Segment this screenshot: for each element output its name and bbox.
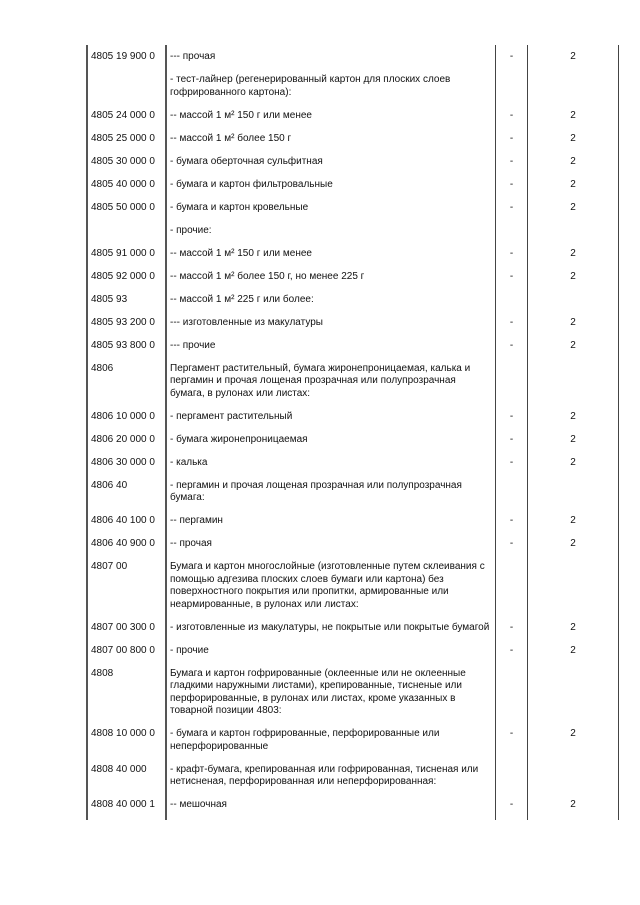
table-row bbox=[87, 357, 619, 405]
rate-cell bbox=[528, 357, 619, 405]
table-row bbox=[87, 509, 619, 532]
code-cell: 4805 25 000 0 bbox=[87, 127, 166, 150]
duty-dash-cell: - bbox=[496, 242, 528, 265]
code-cell bbox=[87, 68, 166, 104]
description-cell: - бумага оберточная сульфитная bbox=[166, 150, 496, 173]
code-cell: 4807 00 800 0 bbox=[87, 639, 166, 662]
description-cell: -- массой 1 м² 150 г или менее bbox=[166, 242, 496, 265]
table-row bbox=[87, 793, 619, 820]
table-row bbox=[87, 451, 619, 474]
code-cell: 4807 00 bbox=[87, 555, 166, 616]
duty-dash-cell: - bbox=[496, 639, 528, 662]
table-row bbox=[87, 265, 619, 288]
rate-cell: 2 bbox=[528, 722, 619, 758]
rate-cell bbox=[528, 474, 619, 510]
table-row bbox=[87, 288, 619, 311]
rate-cell: 2 bbox=[528, 127, 619, 150]
description-cell: -- массой 1 м² 150 г или менее bbox=[166, 104, 496, 127]
description-cell: -- массой 1 м² 225 г или более: bbox=[166, 288, 496, 311]
description-cell: Бумага и картон гофрированные (оклеенные или не оклеенные гладкими наружными листами), крепированные, тисненые или перфорированные, в рулонах или листах, кроме указанных в товарной позиции 4803: bbox=[166, 662, 496, 723]
code-cell: 4805 93 800 0 bbox=[87, 334, 166, 357]
code-cell: 4807 00 300 0 bbox=[87, 616, 166, 639]
description-cell: -- массой 1 м² более 150 г bbox=[166, 127, 496, 150]
code-cell: 4805 93 bbox=[87, 288, 166, 311]
table-row bbox=[87, 639, 619, 662]
code-cell: 4805 91 000 0 bbox=[87, 242, 166, 265]
code-cell: 4806 bbox=[87, 357, 166, 405]
table-row bbox=[87, 104, 619, 127]
table-row bbox=[87, 68, 619, 104]
rate-cell bbox=[528, 662, 619, 723]
description-cell: - прочие bbox=[166, 639, 496, 662]
rate-cell: 2 bbox=[528, 311, 619, 334]
table-row bbox=[87, 555, 619, 616]
table-row bbox=[87, 196, 619, 219]
rate-cell: 2 bbox=[528, 793, 619, 820]
duty-dash-cell: - bbox=[496, 616, 528, 639]
description-cell: - крафт-бумага, крепированная или гофрированная, тисненая или нетисненая, перфорированная или неперфорированная: bbox=[166, 758, 496, 794]
table-row bbox=[87, 405, 619, 428]
description-cell: - пергамент растительный bbox=[166, 405, 496, 428]
code-cell: 4806 40 100 0 bbox=[87, 509, 166, 532]
code-cell: 4808 40 000 1 bbox=[87, 793, 166, 820]
duty-dash-cell bbox=[496, 219, 528, 242]
code-cell: 4805 24 000 0 bbox=[87, 104, 166, 127]
rate-cell: 2 bbox=[528, 616, 619, 639]
table-row bbox=[87, 311, 619, 334]
duty-dash-cell bbox=[496, 555, 528, 616]
code-cell: 4805 19 900 0 bbox=[87, 45, 166, 68]
code-cell: 4808 40 000 bbox=[87, 758, 166, 794]
table-row bbox=[87, 758, 619, 794]
description-cell: - тест-лайнер (регенерированный картон для плоских слоев гофрированного картона): bbox=[166, 68, 496, 104]
duty-dash-cell: - bbox=[496, 45, 528, 68]
code-cell: 4806 20 000 0 bbox=[87, 428, 166, 451]
table-row bbox=[87, 219, 619, 242]
rate-cell: 2 bbox=[528, 451, 619, 474]
duty-dash-cell bbox=[496, 758, 528, 794]
code-cell: 4806 40 900 0 bbox=[87, 532, 166, 555]
rate-cell: 2 bbox=[528, 405, 619, 428]
rate-cell: 2 bbox=[528, 173, 619, 196]
description-cell: -- массой 1 м² более 150 г, но менее 225 г bbox=[166, 265, 496, 288]
duty-dash-cell: - bbox=[496, 405, 528, 428]
description-cell: --- прочая bbox=[166, 45, 496, 68]
code-cell: 4805 92 000 0 bbox=[87, 265, 166, 288]
table-row bbox=[87, 334, 619, 357]
duty-dash-cell: - bbox=[496, 532, 528, 555]
description-cell: - изготовленные из макулатуры, не покрытые или покрытые бумагой bbox=[166, 616, 496, 639]
code-cell: 4806 40 bbox=[87, 474, 166, 510]
rate-cell: 2 bbox=[528, 265, 619, 288]
description-cell: Пергамент растительный, бумага жиронепроницаемая, калька и пергамин и прочая лощеная прозрачная или полупрозрачная бумага, в рулонах или листах: bbox=[166, 357, 496, 405]
rate-cell bbox=[528, 219, 619, 242]
rate-cell: 2 bbox=[528, 532, 619, 555]
rate-cell: 2 bbox=[528, 150, 619, 173]
table-row bbox=[87, 474, 619, 510]
code-cell: 4806 10 000 0 bbox=[87, 405, 166, 428]
code-cell: 4808 10 000 0 bbox=[87, 722, 166, 758]
code-cell: 4805 93 200 0 bbox=[87, 311, 166, 334]
table-row bbox=[87, 532, 619, 555]
duty-dash-cell: - bbox=[496, 150, 528, 173]
tariff-table bbox=[86, 45, 619, 820]
rate-cell: 2 bbox=[528, 242, 619, 265]
rate-cell: 2 bbox=[528, 428, 619, 451]
rate-cell bbox=[528, 555, 619, 616]
description-cell: - бумага и картон фильтровальные bbox=[166, 173, 496, 196]
duty-dash-cell: - bbox=[496, 451, 528, 474]
description-cell: - прочие: bbox=[166, 219, 496, 242]
rate-cell: 2 bbox=[528, 639, 619, 662]
rate-cell: 2 bbox=[528, 104, 619, 127]
rate-cell bbox=[528, 288, 619, 311]
table-row bbox=[87, 242, 619, 265]
code-cell: 4805 50 000 0 bbox=[87, 196, 166, 219]
description-cell: --- изготовленные из макулатуры bbox=[166, 311, 496, 334]
table-row bbox=[87, 428, 619, 451]
code-cell bbox=[87, 219, 166, 242]
description-cell: - пергамин и прочая лощеная прозрачная или полупрозрачная бумага: bbox=[166, 474, 496, 510]
description-cell: -- пергамин bbox=[166, 509, 496, 532]
description-cell: - калька bbox=[166, 451, 496, 474]
description-cell: -- мешочная bbox=[166, 793, 496, 820]
table-row bbox=[87, 150, 619, 173]
duty-dash-cell: - bbox=[496, 722, 528, 758]
table-row bbox=[87, 616, 619, 639]
table-row bbox=[87, 662, 619, 723]
rate-cell bbox=[528, 758, 619, 794]
code-cell: 4806 30 000 0 bbox=[87, 451, 166, 474]
duty-dash-cell: - bbox=[496, 173, 528, 196]
duty-dash-cell bbox=[496, 357, 528, 405]
description-cell: Бумага и картон многослойные (изготовленные путем склеивания с помощью адгезива плоских слоев бумаги или картона) без поверхностного покрытия или пропитки, армированные или неармированные, в рулонах или листах: bbox=[166, 555, 496, 616]
description-cell: - бумага жиронепроницаемая bbox=[166, 428, 496, 451]
table-row bbox=[87, 722, 619, 758]
table-row bbox=[87, 45, 619, 68]
duty-dash-cell: - bbox=[496, 334, 528, 357]
rate-cell: 2 bbox=[528, 45, 619, 68]
duty-dash-cell: - bbox=[496, 793, 528, 820]
duty-dash-cell: - bbox=[496, 196, 528, 219]
table-row bbox=[87, 127, 619, 150]
rate-cell bbox=[528, 68, 619, 104]
duty-dash-cell bbox=[496, 68, 528, 104]
duty-dash-cell: - bbox=[496, 265, 528, 288]
code-cell: 4805 40 000 0 bbox=[87, 173, 166, 196]
table-row bbox=[87, 173, 619, 196]
description-cell: -- прочая bbox=[166, 532, 496, 555]
tariff-table-body bbox=[87, 45, 619, 820]
code-cell: 4805 30 000 0 bbox=[87, 150, 166, 173]
duty-dash-cell: - bbox=[496, 127, 528, 150]
duty-dash-cell: - bbox=[496, 311, 528, 334]
duty-dash-cell bbox=[496, 662, 528, 723]
duty-dash-cell bbox=[496, 474, 528, 510]
duty-dash-cell: - bbox=[496, 104, 528, 127]
duty-dash-cell bbox=[496, 288, 528, 311]
code-cell: 4808 bbox=[87, 662, 166, 723]
description-cell: --- прочие bbox=[166, 334, 496, 357]
description-cell: - бумага и картон гофрированные, перфорированные или неперфорированные bbox=[166, 722, 496, 758]
description-cell: - бумага и картон кровельные bbox=[166, 196, 496, 219]
rate-cell: 2 bbox=[528, 509, 619, 532]
duty-dash-cell: - bbox=[496, 509, 528, 532]
duty-dash-cell: - bbox=[496, 428, 528, 451]
rate-cell: 2 bbox=[528, 334, 619, 357]
rate-cell: 2 bbox=[528, 196, 619, 219]
